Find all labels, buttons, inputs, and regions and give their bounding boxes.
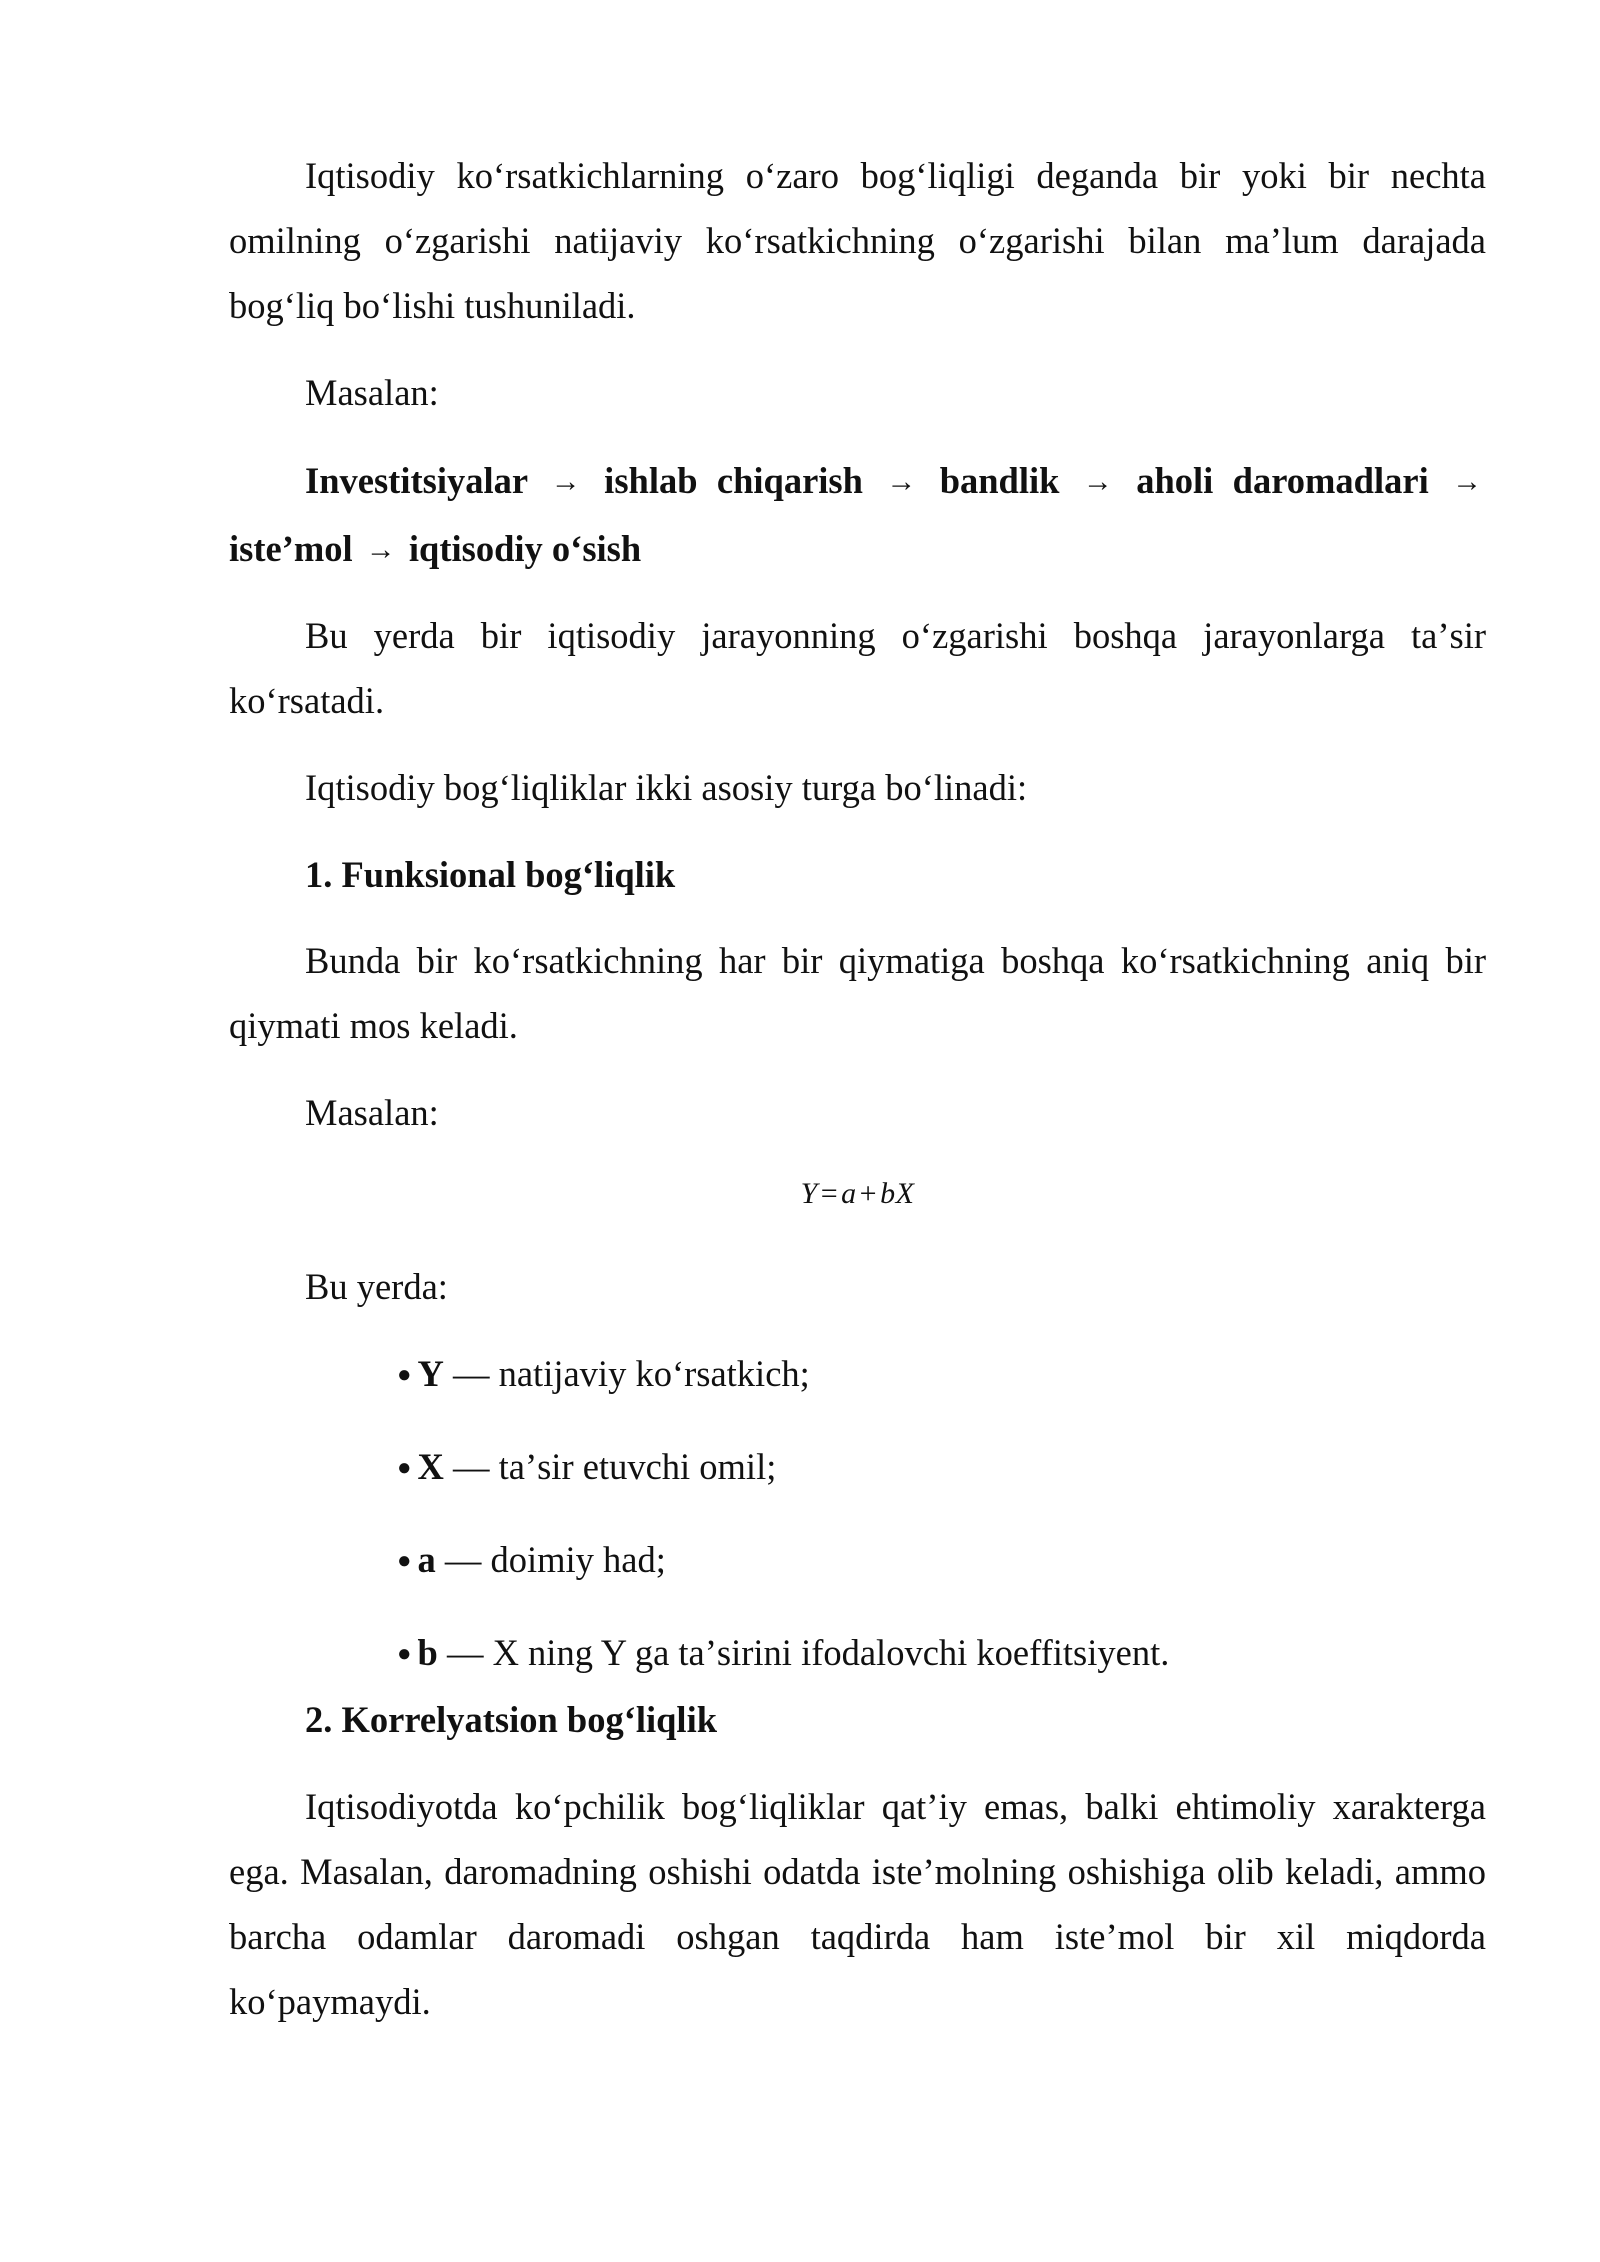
formula [229,1174,1486,1214]
chain-item: iqtisodiy oʻsish [408,528,642,569]
definition-text: — X ning Y ga taʼsirini ifodalovchi koeffitsiyent. [437,1632,1170,1673]
list-item [397,1341,1486,1412]
formula-equals: = [820,1177,839,1210]
example-label: Masalan: [305,372,439,413]
list-item [397,1527,1486,1598]
chain-item: aholi daromadlari [1136,460,1429,501]
bullet-icon: ● [397,1362,412,1388]
paragraph-functional: Bunda bir koʻrsatkichning har bir qiymatiga boshqa koʻrsatkichning aniq bir qiymati mos keladi. [229,940,1486,1046]
formula-bx: bX [880,1177,915,1210]
list-item [397,1620,1486,1691]
definition-term: Y [417,1353,444,1394]
chain-item: bandlik [939,460,1060,501]
formula-a: a [841,1177,857,1210]
definition-list [229,1341,1486,1691]
arrow-icon: → [1452,465,1483,498]
chain-item: isteʼmol [229,528,353,569]
arrow-icon: → [550,465,581,498]
definition-term: b [417,1632,438,1673]
definition-text: — natijaviy koʻrsatkich; [443,1353,810,1394]
paragraph-types-intro: Iqtisodiy bogʻliqliklar ikki asosiy turga boʻlinadi: [305,767,1028,808]
definition-term: X [417,1446,444,1487]
bullet-icon: ● [397,1455,412,1481]
list-item [397,1434,1486,1505]
bullet-icon: ● [397,1641,412,1667]
paragraph-interdependence: Iqtisodiy koʻrsatkichlarning oʻzaro bogʻliqligi deganda bir yoki bir nechta omilning oʻzgarishi natijaviy koʻrsatkichning oʻzgarishi bilan maʼlum darajada bogʻliq boʻlishi tushuniladi. [229,155,1486,326]
formula-plus: + [859,1177,878,1210]
chain-item: Investitsiyalar [305,460,528,501]
arrow-icon: → [886,465,917,498]
bullet-icon: ● [397,1548,412,1574]
chain-item: ishlab chiqarish [604,460,863,501]
formula-y: Y [800,1177,818,1210]
paragraph-influence: Bu yerda bir iqtisodiy jarayonning oʻzgarishi boshqa jarayonlarga taʼsir koʻrsatadi. [229,615,1486,721]
paragraph-correlational: Iqtisodiyotda koʻpchilik bogʻliqliklar qatʼiy emas, balki ehtimoliy xarakterga ega. Masalan, daromadning oshishi odatda isteʼmolning oshishiga olib keladi, ammo barcha odamlar daromadi oshgan taqdirda ham isteʼmol bir xil miqdorda koʻpaymaydi. [229,1786,1486,2022]
where-label: Bu yerda: [305,1266,448,1307]
arrow-icon: → [1082,465,1113,498]
definition-text: — taʼsir etuvchi omil; [443,1446,777,1487]
example-label: Masalan: [305,1092,439,1133]
arrow-icon: → [365,533,396,566]
causal-chain [229,448,1486,584]
heading-functional: 1. Funksional bogʻliqlik [305,854,676,895]
heading-correlational: 2. Korrelyatsion bogʻliqlik [305,1699,718,1740]
definition-text: — doimiy had; [435,1539,666,1580]
definition-term: a [417,1539,436,1580]
